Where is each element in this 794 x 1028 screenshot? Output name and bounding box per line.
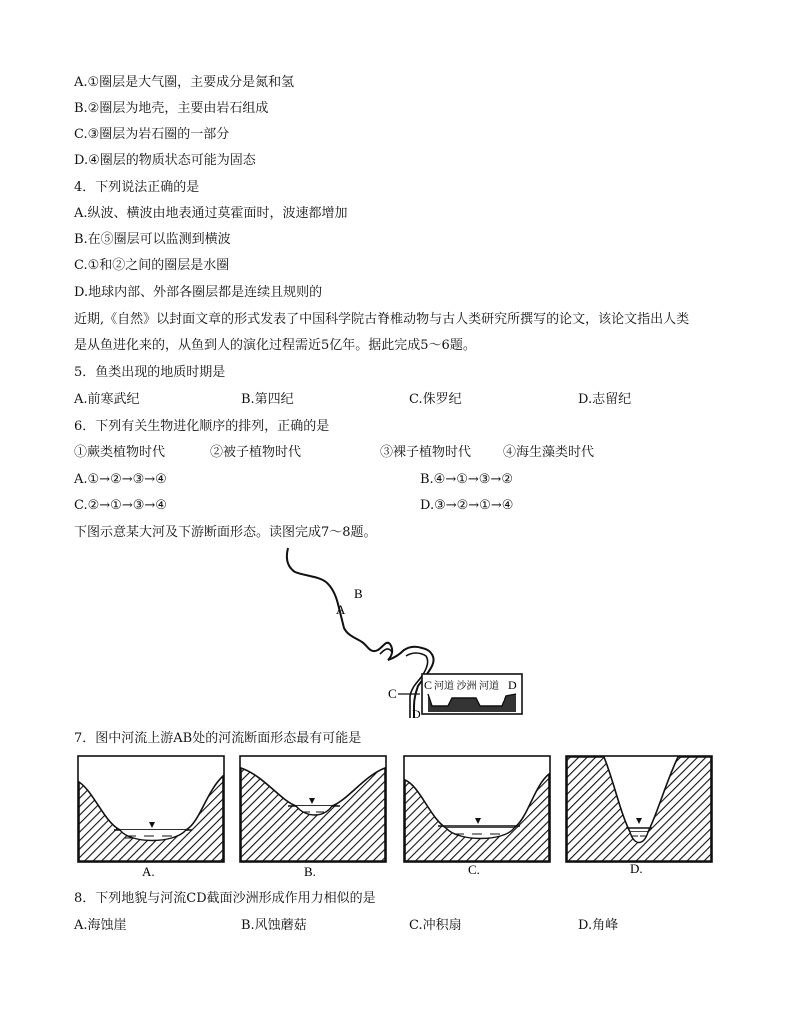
q6-item-1: ①蕨类植物时代: [74, 445, 166, 460]
q4-stem: 4．下列说法正确的是: [74, 180, 200, 195]
q6-item-2: ②被子植物时代: [210, 445, 302, 460]
profile-d-label: D.: [630, 861, 643, 876]
q6-option-b: B.④→①→③→②: [420, 472, 513, 487]
profile-d: [566, 756, 712, 876]
q3-option-b: B.②圈层为地壳，主要由岩石组成: [74, 101, 269, 116]
map-label-a: A: [336, 602, 346, 617]
q6-option-d: D.③→②→①→④: [420, 498, 514, 513]
q8-option-d: D.角峰: [578, 918, 619, 933]
q4-option-c: C.①和②之间的圈层是水圈: [74, 258, 230, 273]
inset-channel-text: 河道 沙洲 河道: [434, 681, 499, 692]
profile-c-label: C.: [468, 862, 480, 877]
river-map-figure: [270, 546, 530, 721]
profile-a-label: A.: [142, 864, 155, 879]
q7-profiles-figure: [74, 752, 734, 882]
profile-c: [404, 756, 550, 877]
q6-item-4: ④海生藻类时代: [503, 445, 595, 460]
q4-option-d: D.地球内部、外部各圈层都是连续且规则的: [74, 285, 323, 300]
river-bank: [380, 649, 392, 654]
q5-option-c: C.侏罗纪: [409, 392, 462, 407]
inset-label-c: C: [424, 678, 433, 692]
inset-label-d: D: [508, 678, 517, 692]
map-label-d: D: [412, 707, 421, 721]
q7-stem: 7．图中河流上游AB处的河流断面形态最有可能是: [74, 731, 362, 746]
map-label-c: C: [388, 686, 397, 701]
passage-56-line-2: 是从鱼进化来的，从鱼到人的演化过程需近5亿年。据此完成5～6题。: [74, 338, 476, 353]
q5-option-b: B.第四纪: [241, 392, 294, 407]
map-label-b: B: [354, 586, 363, 601]
q5-option-a: A.前寒武纪: [74, 392, 140, 407]
profile-b: [240, 756, 386, 879]
q8-stem: 8．下列地貌与河流CD截面沙洲形成作用力相似的是: [74, 891, 376, 906]
q3-option-a: A.①圈层是大气圈，主要成分是氮和氢: [74, 75, 295, 90]
profile-a: [78, 756, 224, 879]
passage-78: 下图示意某大河及下游断面形态。读图完成7～8题。: [74, 525, 377, 540]
q5-option-d: D.志留纪: [578, 392, 632, 407]
profile-b-label: B.: [304, 864, 316, 879]
q6-stem: 6．下列有关生物进化顺序的排列，正确的是: [74, 419, 330, 434]
q8-option-b: B.风蚀蘑菇: [241, 918, 307, 933]
q5-stem: 5．鱼类出现的地质时期是: [74, 365, 226, 380]
q6-option-a: A.①→②→③→④: [74, 472, 167, 487]
q8-option-a: A.海蚀崖: [74, 918, 127, 933]
q3-option-c: C.③圈层为岩石圈的一部分: [74, 127, 230, 142]
q6-option-c: C.②→①→③→④: [74, 498, 167, 513]
q4-option-a: A.纵波、横波由地表通过莫霍面时，波速都增加: [74, 206, 348, 221]
q4-option-b: B.在⑤圈层可以监测到横波: [74, 232, 231, 247]
q6-item-3: ③裸子植物时代: [380, 445, 472, 460]
q8-option-c: C.冲积扇: [409, 918, 462, 933]
passage-56-line-1: 近期,《自然》以封面文章的形式发表了中国科学院古脊椎动物与古人类研究所撰写的论文，该论文指出人类: [74, 312, 690, 327]
q3-option-d: D.④圈层的物质状态可能为固态: [74, 153, 256, 168]
